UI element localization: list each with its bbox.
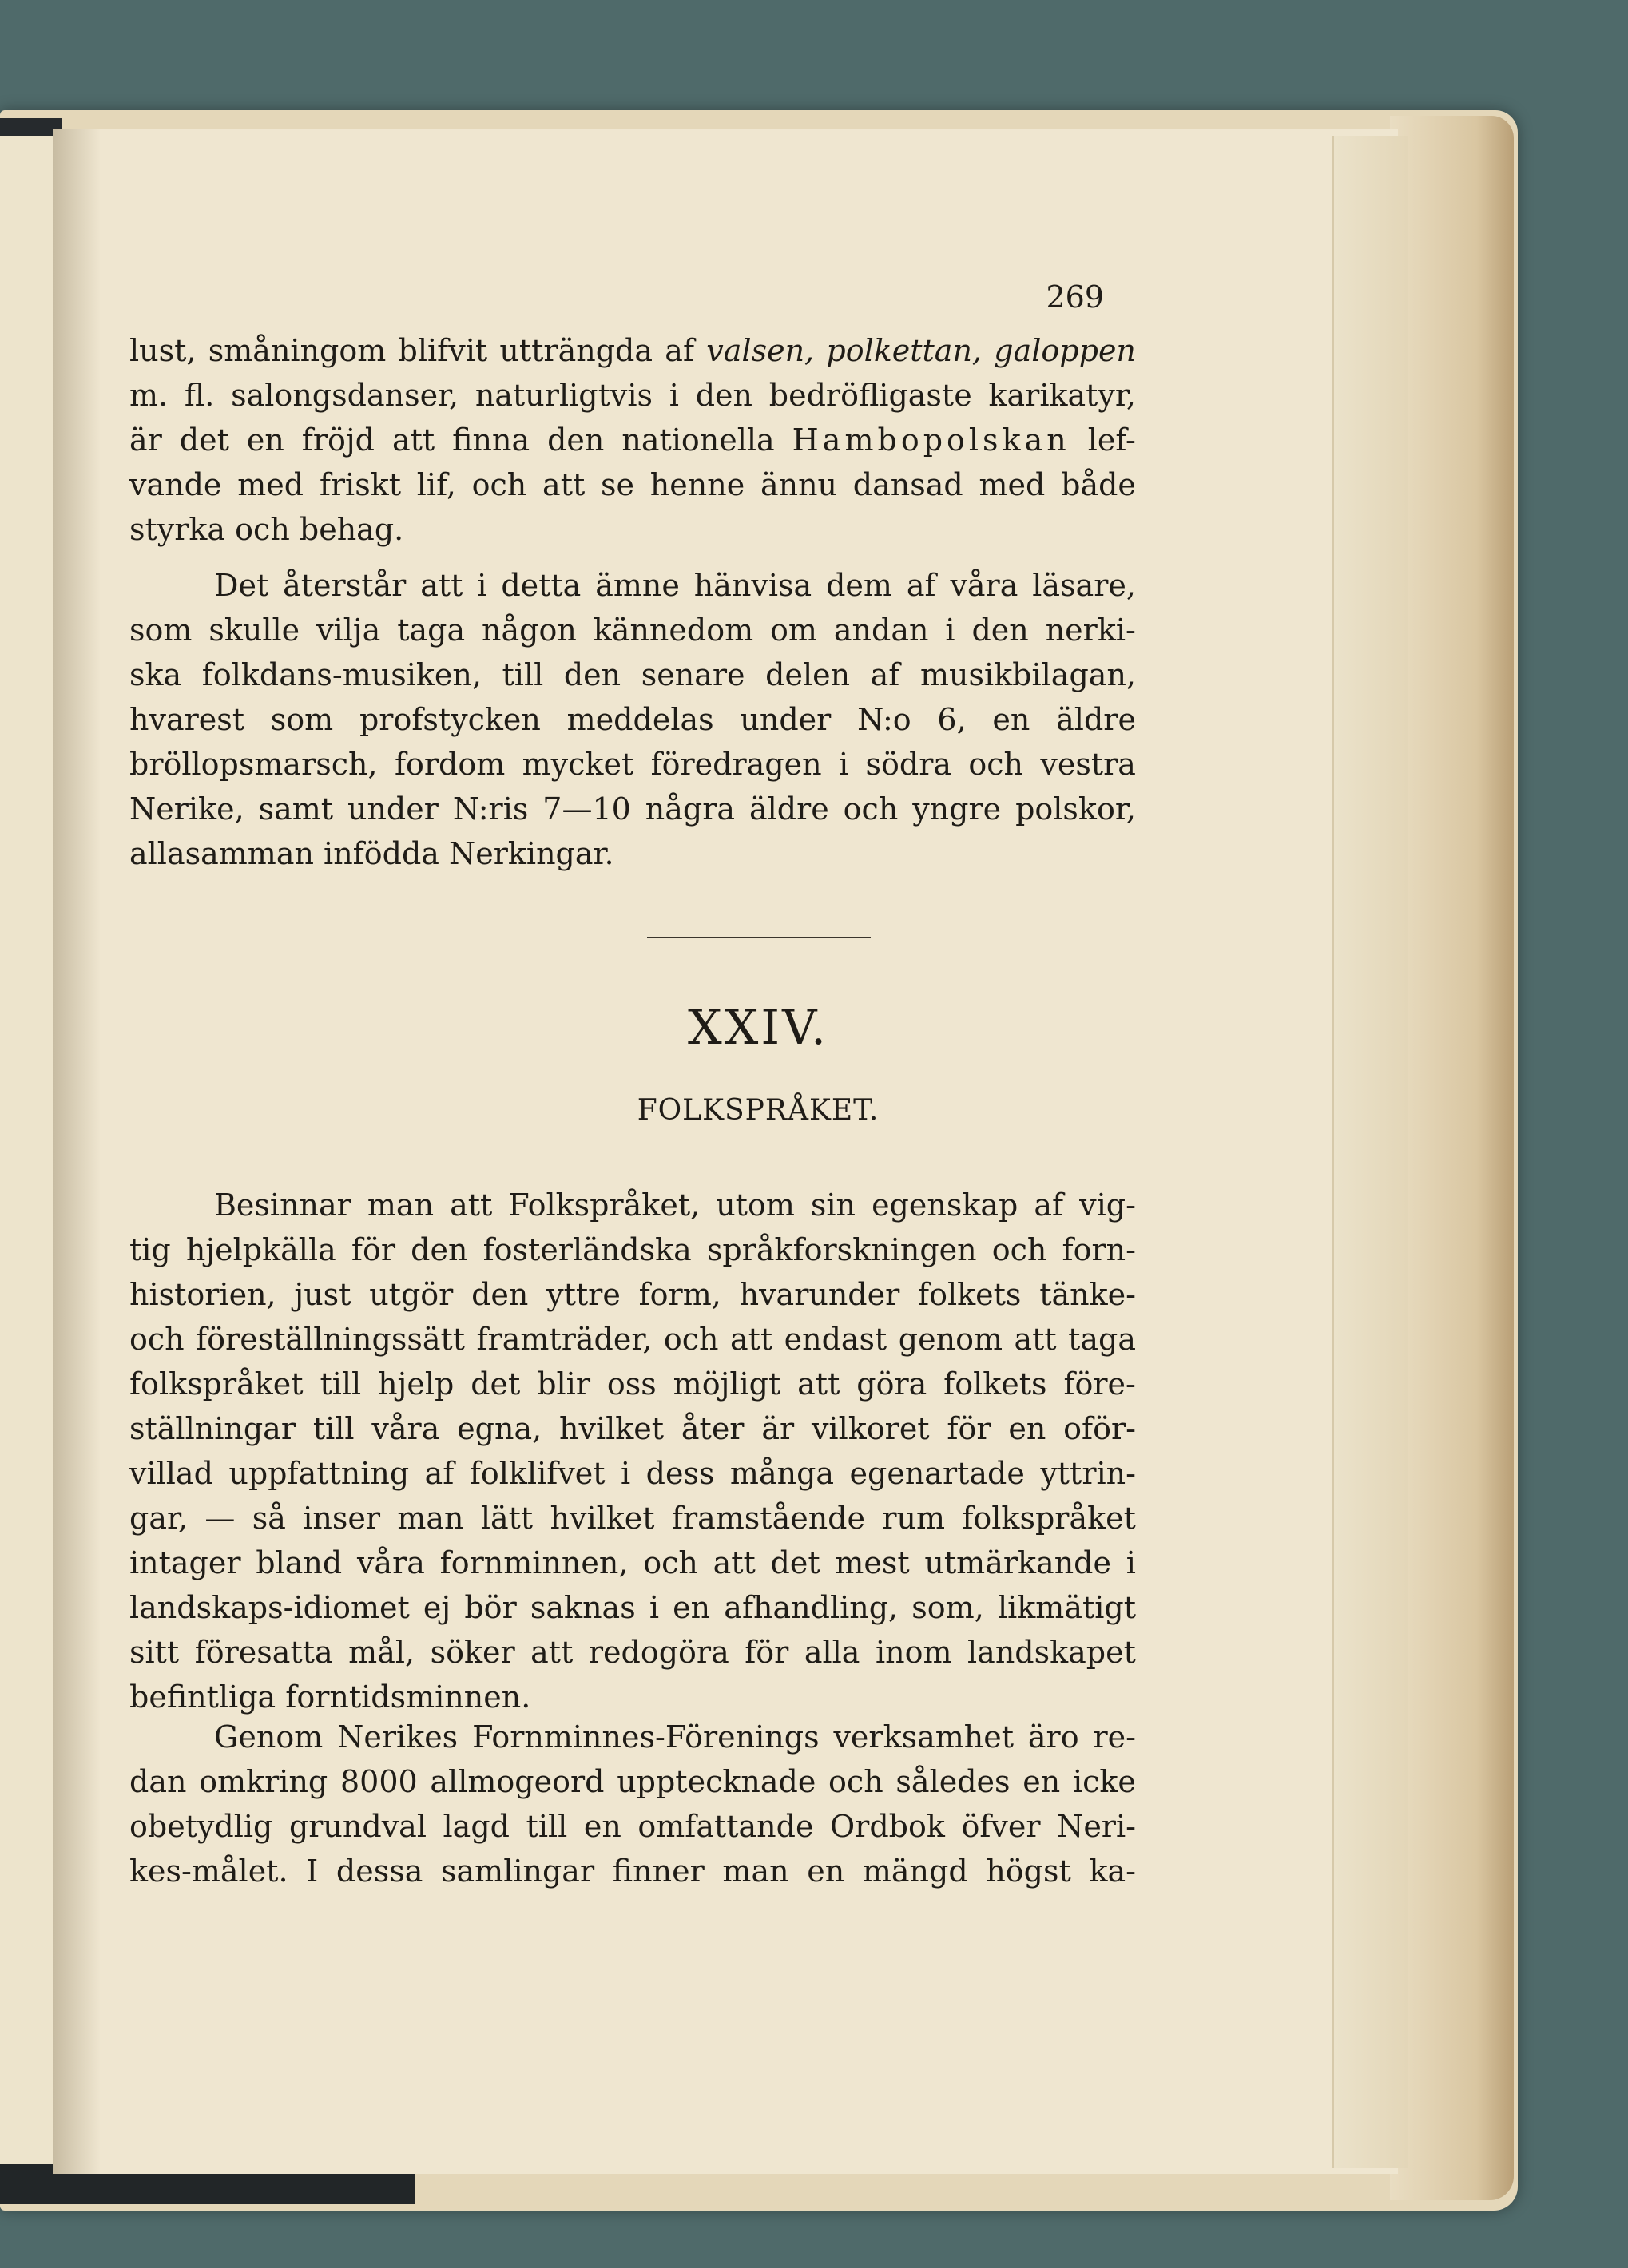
word: många (729, 1456, 835, 1491)
word: friskt (319, 467, 401, 502)
word: samt (258, 791, 334, 827)
text-line (129, 1851, 1136, 1891)
word: hänvisa (693, 568, 812, 603)
word: våra (371, 1411, 440, 1446)
word: så (252, 1501, 286, 1536)
word: som (129, 613, 193, 648)
word: som, (911, 1590, 984, 1625)
word: blifvit (398, 333, 488, 368)
text-line (129, 1453, 1136, 1493)
word: södra (865, 747, 952, 782)
word: andan (833, 613, 929, 648)
word: en (1022, 1764, 1061, 1799)
word: villad (129, 1456, 213, 1491)
word: taga (397, 613, 466, 648)
word: den (411, 1232, 468, 1267)
word: att (542, 467, 586, 502)
word: en (673, 1590, 711, 1625)
word: musikbilagan, (919, 657, 1136, 692)
word: grundval (288, 1809, 427, 1844)
text-line (129, 465, 1136, 505)
word: omfattande (637, 1809, 814, 1844)
word: högst (986, 1854, 1071, 1889)
word: detta (501, 568, 582, 603)
word: att (450, 1188, 493, 1223)
word: utom (716, 1188, 795, 1223)
word: under (347, 791, 439, 827)
word: det (471, 1366, 521, 1402)
word: att (729, 1322, 773, 1357)
word: den (471, 1277, 529, 1312)
word: ej (423, 1590, 451, 1625)
word: samlingar (441, 1854, 595, 1889)
word: några (645, 791, 736, 827)
word: polskor, (1015, 791, 1136, 827)
word: inom (875, 1635, 952, 1670)
word: för (947, 1411, 991, 1446)
word: — (204, 1501, 236, 1536)
word: saknas (530, 1590, 636, 1625)
word: Genom (214, 1719, 324, 1755)
word: mycket (522, 747, 634, 782)
word: icke (1072, 1764, 1136, 1799)
word: vestra (1040, 747, 1136, 782)
text-line (129, 789, 1136, 829)
word: verksamhet (833, 1719, 1015, 1755)
word: bröllopsmarsch, (129, 747, 378, 782)
word: fordom (394, 747, 506, 782)
word: forn- (1062, 1232, 1136, 1267)
word: landskapet (967, 1635, 1136, 1670)
word: form, (638, 1277, 721, 1312)
word: genom (898, 1322, 1003, 1357)
word: öfver (961, 1809, 1041, 1844)
word: 8000 (339, 1764, 418, 1799)
word: en (1008, 1411, 1046, 1446)
chapter-number: XXIV. (687, 1000, 829, 1056)
word: fl. (184, 378, 215, 413)
word: utmärkande (924, 1545, 1111, 1580)
word: våra (950, 568, 1018, 603)
word: Hambopolskan (792, 422, 1070, 458)
word: dessa (336, 1854, 423, 1889)
word: i (669, 378, 679, 413)
word: tig (129, 1232, 171, 1267)
word: gar, (129, 1501, 189, 1536)
word: afhandling, (724, 1590, 899, 1625)
word: fosterländska (482, 1232, 692, 1267)
word: utgör (369, 1277, 454, 1312)
word: bedröfligaste (768, 378, 972, 413)
word: för (351, 1232, 396, 1267)
text-line: styrka och behag. (129, 512, 404, 547)
text-line (129, 700, 1136, 739)
word: och (968, 747, 1024, 782)
word: likmätigt (997, 1590, 1136, 1625)
word: med (237, 467, 304, 502)
word: ska (129, 657, 182, 692)
word: polkettan, (826, 333, 983, 368)
gutter-shadow (53, 129, 101, 2174)
text-line (129, 420, 1136, 460)
word: ännu (760, 467, 838, 502)
word: att (1014, 1322, 1057, 1357)
word: ka- (1089, 1854, 1136, 1889)
word: folkdans-musiken, (201, 657, 482, 692)
word: henne (649, 467, 745, 502)
word: man (397, 1501, 464, 1536)
word: nerki- (1045, 613, 1136, 648)
word: af (665, 333, 695, 368)
word: folklifvet (469, 1456, 606, 1491)
word: dan (129, 1764, 187, 1799)
word: kes-målet. (129, 1854, 288, 1889)
word: med (979, 467, 1046, 502)
word: hjelp (378, 1366, 455, 1402)
word: äldre (1056, 702, 1136, 737)
text-line (129, 1230, 1136, 1270)
word: egenskap (872, 1188, 1018, 1223)
word: man (722, 1854, 789, 1889)
word: yngre (912, 791, 1002, 827)
word: meddelas (566, 702, 714, 737)
word: taga (1068, 1322, 1136, 1357)
word: utträngda (499, 333, 653, 368)
word: fornminnen, (439, 1545, 629, 1580)
word: i (1126, 1545, 1136, 1580)
word: i (477, 568, 487, 603)
word: i (649, 1590, 660, 1625)
word: inser (303, 1501, 380, 1536)
word: språkforskningen (706, 1232, 977, 1267)
word: folkets (918, 1277, 1022, 1312)
word: till (312, 1411, 355, 1446)
word: ämne (595, 568, 680, 603)
word: yttre (546, 1277, 621, 1312)
text-line (129, 1543, 1136, 1583)
word: oför- (1063, 1411, 1136, 1446)
word: profstycken (359, 702, 541, 737)
word: om (770, 613, 817, 648)
word: våra (356, 1545, 425, 1580)
word: småningom (208, 333, 387, 368)
word: i (945, 613, 955, 648)
word: re- (1093, 1719, 1136, 1755)
word: upptecknade (617, 1764, 816, 1799)
word: nationella (621, 422, 775, 458)
word: N:o (857, 702, 911, 737)
text-line (129, 1762, 1136, 1802)
word: mest (835, 1545, 910, 1580)
word: den (971, 613, 1029, 648)
word: dem (826, 568, 892, 603)
word: landskaps-idiomet (129, 1590, 410, 1625)
word: hvarest (129, 702, 245, 737)
word: en (992, 702, 1030, 737)
word: under (740, 702, 832, 737)
word: Nerikes (337, 1719, 459, 1755)
word: till (320, 1366, 362, 1402)
word: hjelpkälla (185, 1232, 336, 1267)
word: äldre (748, 791, 829, 827)
word: Besinnar (214, 1188, 351, 1223)
word: egenartade (849, 1456, 1025, 1491)
text-line: allasamman infödda Nerkingar. (129, 836, 614, 871)
word: vilja (316, 613, 381, 648)
word: som (270, 702, 334, 737)
text-line (129, 610, 1136, 650)
word: för (745, 1635, 789, 1670)
word: just (294, 1277, 351, 1312)
word: och (129, 1322, 185, 1357)
word: en (583, 1809, 621, 1844)
word: skulle (208, 613, 300, 648)
text-line (129, 1409, 1136, 1449)
text-line (129, 375, 1136, 415)
word: se (601, 467, 635, 502)
word: och (471, 467, 527, 502)
word: en (807, 1854, 845, 1889)
word: möjligt (673, 1366, 781, 1402)
word: den (695, 378, 752, 413)
word: lef- (1087, 422, 1136, 458)
word: lif, (416, 467, 456, 502)
word: framstående (671, 1501, 865, 1536)
word: i (838, 747, 849, 782)
word: alla (804, 1635, 860, 1670)
word: ställningar (129, 1411, 296, 1446)
word: senare (641, 657, 745, 692)
word: af (1034, 1188, 1064, 1223)
word: återstår (283, 568, 407, 603)
word: äro (1027, 1719, 1079, 1755)
left-page-edge (0, 136, 54, 2164)
word: och (643, 1545, 698, 1580)
word: föredragen (650, 747, 822, 782)
word: Neri- (1057, 1809, 1136, 1844)
word: söker (430, 1635, 515, 1670)
word: i (621, 1456, 631, 1491)
word: valsen, (706, 333, 815, 368)
word: vilkoret (811, 1411, 930, 1446)
text-line (129, 655, 1136, 695)
word: hvilket (559, 1411, 665, 1446)
text-line (129, 1364, 1136, 1404)
text-line (129, 1319, 1136, 1359)
word: åter (681, 1411, 745, 1446)
text-line (129, 1806, 1136, 1846)
word: hvarunder (739, 1277, 900, 1312)
word: karikatyr, (988, 378, 1136, 413)
word: föresatta (194, 1635, 333, 1670)
word: intager (129, 1545, 241, 1580)
text-line (214, 565, 1136, 605)
word: galoppen (994, 333, 1136, 368)
text-line (129, 1632, 1136, 1672)
word: således (895, 1764, 1011, 1799)
word: Det (214, 568, 269, 603)
word: att (391, 422, 435, 458)
word: 7—10 (542, 791, 631, 827)
word: omkring (199, 1764, 328, 1799)
word: och (663, 1322, 719, 1357)
word: är (129, 422, 162, 458)
word: historien, (129, 1277, 276, 1312)
word: dansad (852, 467, 963, 502)
word: hvilket (550, 1501, 655, 1536)
word: föreställningssätt (196, 1322, 466, 1357)
word: till (526, 1809, 568, 1844)
word: det (770, 1545, 820, 1580)
word: finner (612, 1854, 705, 1889)
word: kännedom (593, 613, 754, 648)
word: uppfattning (228, 1456, 410, 1491)
word: rum (882, 1501, 945, 1536)
word: redogöra (588, 1635, 729, 1670)
word: obetydlig (129, 1809, 273, 1844)
word: N:ris (452, 791, 529, 827)
cover-edge (1390, 116, 1514, 2200)
word: läsare, (1032, 568, 1136, 603)
text-line (214, 1185, 1136, 1225)
text-line (129, 1588, 1136, 1628)
word: folkets (943, 1366, 1047, 1402)
word: och (828, 1764, 883, 1799)
word: 6, (937, 702, 967, 737)
word: att (713, 1545, 756, 1580)
word: bland (256, 1545, 343, 1580)
word: blir (537, 1366, 590, 1402)
text-line (129, 1498, 1136, 1538)
word: allmogeord (430, 1764, 605, 1799)
word: lätt (480, 1501, 534, 1536)
word: vig- (1079, 1188, 1136, 1223)
word: och (991, 1232, 1047, 1267)
word: af (424, 1456, 455, 1491)
word: Ordbok (830, 1809, 945, 1844)
word: Fornminnes-Förenings (472, 1719, 820, 1755)
word: mål, (348, 1635, 415, 1670)
word: göra (856, 1366, 927, 1402)
text-line (129, 331, 1136, 371)
word: man (367, 1188, 435, 1223)
word: vande (129, 467, 222, 502)
word: oss (606, 1366, 657, 1402)
text-line (214, 1717, 1136, 1757)
page-number: 269 (1046, 280, 1104, 315)
word: delen (765, 657, 851, 692)
word: salongsdanser, (231, 378, 459, 413)
word: yttrin- (1040, 1456, 1136, 1491)
word: sin (810, 1188, 856, 1223)
chapter-title: FOLKSPRÅKET. (637, 1094, 880, 1127)
word: den (547, 422, 605, 458)
word: fröjd (301, 422, 375, 458)
word: egna, (457, 1411, 542, 1446)
word: endast (784, 1322, 887, 1357)
word: det (179, 422, 229, 458)
word: tänke- (1039, 1277, 1136, 1312)
word: att (420, 568, 463, 603)
word: den (563, 657, 621, 692)
word: folkspråket (129, 1366, 304, 1402)
word: lagd (443, 1809, 510, 1844)
word: folkspråket (962, 1501, 1136, 1536)
word: m. (129, 378, 169, 413)
word: naturligtvis (475, 378, 653, 413)
word: Nerike, (129, 791, 244, 827)
word: finna (452, 422, 530, 458)
word: till (502, 657, 544, 692)
section-rule (647, 937, 871, 938)
word: någon (482, 613, 577, 648)
word: sitt (129, 1635, 180, 1670)
word: I (306, 1854, 319, 1889)
word: lust, (129, 333, 197, 368)
word: både (1061, 467, 1136, 502)
word: att (530, 1635, 574, 1670)
word: att (797, 1366, 840, 1402)
word: af (870, 657, 900, 692)
word: en (246, 422, 284, 458)
word: framträder, (476, 1322, 653, 1357)
word: och (843, 791, 899, 827)
word: bör (464, 1590, 517, 1625)
word: af (906, 568, 936, 603)
text-line (129, 1275, 1136, 1314)
word: dess (645, 1456, 715, 1491)
text-line: befintliga forntidsminnen. (129, 1679, 531, 1715)
text-line (129, 744, 1136, 784)
word: Folkspråket, (508, 1188, 701, 1223)
word: är (761, 1411, 795, 1446)
page-stack-edge (1332, 136, 1408, 2168)
word: före- (1063, 1366, 1136, 1402)
word: mängd (862, 1854, 968, 1889)
